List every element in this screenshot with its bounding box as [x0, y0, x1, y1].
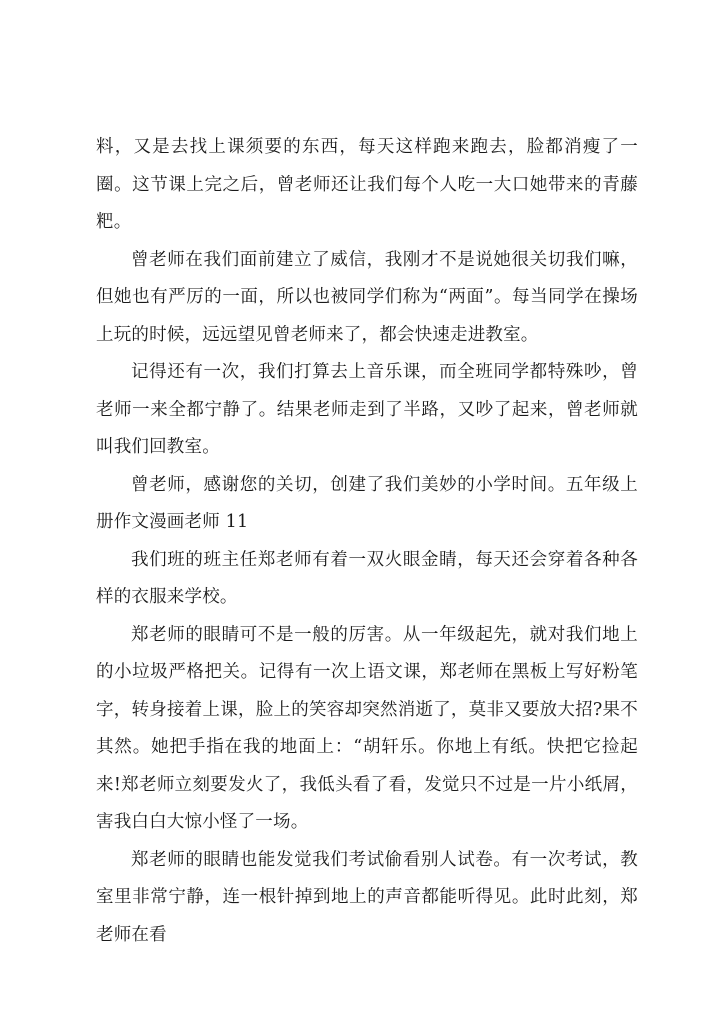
paragraph-5: 我们班的班主任郑老师有着一双火眼金睛，每天还会穿着各种各样的衣服来学校。 — [96, 549, 638, 607]
paragraph-1: 料，又是去找上课须要的东西，每天这样跑来跑去，脸都消瘦了一圈。这节课上完之后，曾老师还让我们每个人吃一大口她带来的青藤粑。 — [96, 137, 638, 232]
paragraph-7: 郑老师的眼睛也能发觉我们考试偷看别人试卷。有一次考试，教室里非常宁静，连一根针掉到地上的声音都能听得见。此时此刻，郑老师在看 — [96, 849, 638, 945]
document-body — [96, 129, 638, 954]
paragraph-6: 郑老师的眼睛可不是一般的厉害。从一年级起先，就对我们地上的小垃圾严格把关。记得有一次上语文课，郑老师在黑板上写好粉笔字，转身接着上课，脸上的笑容却突然消逝了，莫非又要放大招?果不其然。她把手指在我的地面上：“胡轩乐。你地上有纸。快把它捡起来!郑老师立刻要发火了，我低头看了看，发觉只不过是一片小纸屑，害我白白大惊小怪了一场。 — [96, 624, 638, 832]
paragraph-4: 曾老师，感谢您的关切，创建了我们美妙的小学时间。五年级上册作文漫画老师 11 — [96, 474, 638, 532]
paragraph-2: 曾老师在我们面前建立了威信，我刚才不是说她很关切我们嘛，但她也有严厉的一面，所以也被同学们称为“两面”。每当同学在操场上玩的时候，远远望见曾老师来了，都会快速走进教室。 — [96, 249, 638, 345]
paragraph-3: 记得还有一次，我们打算去上音乐课，而全班同学都特殊吵，曾老师一来全都宁静了。结果老师走到了半路，又吵了起来，曾老师就叫我们回教室。 — [96, 362, 638, 457]
